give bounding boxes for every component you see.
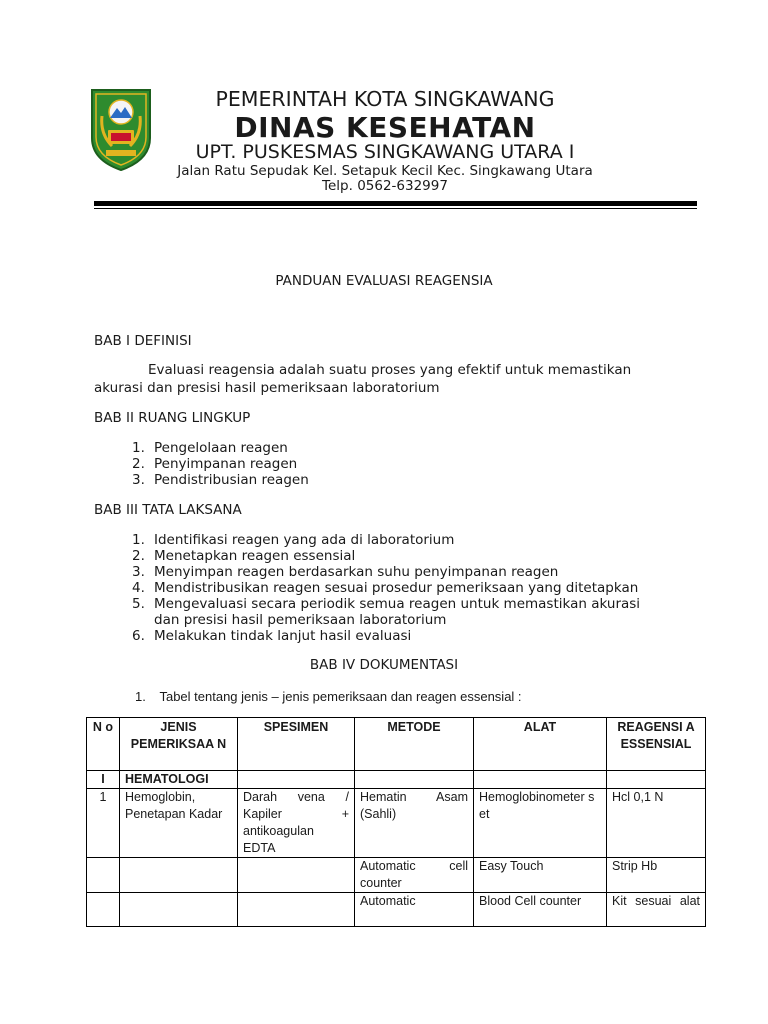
cell-metode: Automatic cell counter <box>355 858 474 893</box>
cell-alat: Easy Touch <box>474 858 607 893</box>
list-item: 3. Menyimpan reagen berdasarkan suhu penyimpanan reagen <box>132 564 559 580</box>
bab3-heading: BAB III TATA LAKSANA <box>94 502 242 518</box>
table-header-row <box>87 718 706 771</box>
bab4-heading: BAB IV DOKUMENTASI <box>309 657 459 673</box>
header-reagensia: REAGENSI A ESSENSIAL <box>607 718 706 771</box>
header-government-name: PEMERINTAH KOTA SINGKAWANG <box>215 87 555 111</box>
header-address: Jalan Ratu Sepudak Kel. Setapuk Kecil Kec. Singkawang Utara <box>177 163 593 179</box>
cell-spesimen <box>238 893 355 927</box>
cell-metode: Automatic <box>355 893 474 927</box>
cell-jenis <box>120 893 238 927</box>
header-divider-thin <box>94 208 697 209</box>
cell-jenis <box>120 858 238 893</box>
list-item: 2. Penyimpanan reagen <box>132 456 298 472</box>
table-row <box>87 789 706 858</box>
bab1-heading: BAB I DEFINISI <box>94 333 192 349</box>
bab1-paragraph-line2: akurasi dan presisi hasil pemeriksaan laboratorium <box>94 380 440 396</box>
header-spesimen: SPESIMEN <box>238 718 355 771</box>
bab1-paragraph-line1: Evaluasi reagensia adalah suatu proses yang efektif untuk memastikan <box>148 362 632 378</box>
bab2-list <box>132 440 309 488</box>
table-row <box>87 858 706 893</box>
list-item: 6. Melakukan tindak lanjut hasil evaluasi <box>132 628 412 644</box>
cell-alat: Hemoglobinometer set <box>474 789 607 858</box>
cell-reagensia: Strip Hb <box>607 858 706 893</box>
document-title: PANDUAN EVALUASI REAGENSIA <box>275 273 493 289</box>
list-item: 1. Identifikasi reagen yang ada di laboratorium <box>132 532 455 548</box>
table-row <box>87 893 706 927</box>
header-metode: METODE <box>355 718 474 771</box>
header-divider-thick <box>94 201 697 206</box>
cell-spesimen: Darah vena / Kapiler + antikoagulan EDTA <box>238 789 355 858</box>
bab4-list-item: 1. Tabel tentang jenis – jenis pemeriksaan dan reagen essensial : <box>135 689 522 704</box>
section-number: I <box>87 771 120 789</box>
table-section-row <box>87 771 706 789</box>
bab3-list <box>132 532 640 644</box>
list-item: 4. Mendistribusikan reagen sesuai prosedur pemeriksaan yang ditetapkan <box>132 580 639 596</box>
list-item: 5. Mengevaluasi secara periodik semua reagen untuk memastikan akurasi dan presisi hasil pemeriksaan laboratorium <box>132 596 641 628</box>
cell-no <box>87 893 120 927</box>
cell-alat: Blood Cell counter <box>474 893 607 927</box>
header-alat: ALAT <box>474 718 607 771</box>
cell-spesimen <box>238 858 355 893</box>
cell-metode: Hematin Asam (Sahli) <box>355 789 474 858</box>
cell-no <box>87 858 120 893</box>
cell-no: 1 <box>87 789 120 858</box>
list-item: 1. Pengelolaan reagen <box>132 440 288 456</box>
bab2-heading: BAB II RUANG LINGKUP <box>94 410 251 426</box>
header-agency-name: DINAS KESEHATAN <box>234 111 536 144</box>
header-no: N o <box>87 718 120 771</box>
header-phone: Telp. 0562-632997 <box>322 178 448 194</box>
list-item: 3. Pendistribusian reagen <box>132 472 309 488</box>
reagent-table <box>86 717 706 927</box>
header-unit-name: UPT. PUSKESMAS SINGKAWANG UTARA I <box>195 141 575 163</box>
list-item: 2. Menetapkan reagen essensial <box>132 548 356 564</box>
cell-jenis: Hemoglobin, Penetapan Kadar <box>120 789 238 858</box>
cell-reagensia: Kit sesuai alat <box>607 893 706 927</box>
cell-reagensia: Hcl 0,1 N <box>607 789 706 858</box>
section-name: HEMATOLOGI <box>120 771 238 789</box>
header-jenis: JENIS PEMERIKSAA N <box>120 718 238 771</box>
